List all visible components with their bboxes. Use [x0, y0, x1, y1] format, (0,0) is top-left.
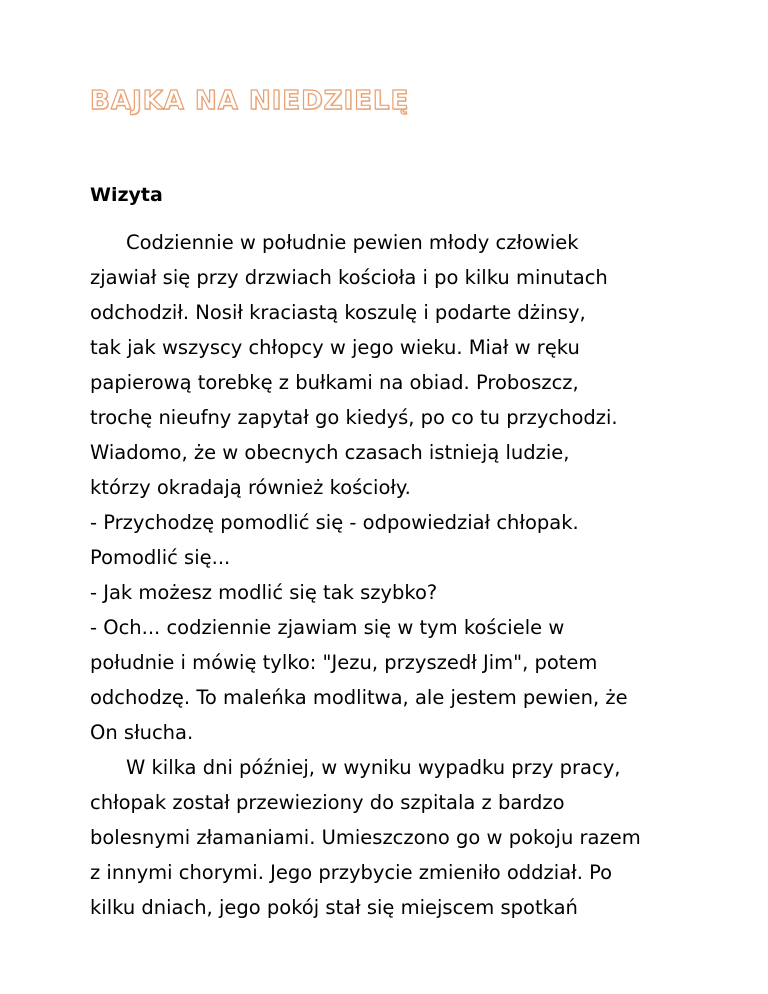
text-line: - Och... codziennie zjawiam się w tym kościele w — [90, 616, 565, 639]
text-line: bolesnymi złamaniami. Umieszczono go w pokoju razem — [90, 826, 641, 849]
text-line: Codziennie w południe pewien młody człowiek — [126, 231, 579, 254]
text-line: Wiadomo, że w obecnych czasach istnieją ludzie, — [90, 441, 570, 464]
text-line: On słucha. — [90, 721, 194, 744]
text-line: - Jak możesz modlić się tak szybko? — [90, 581, 438, 604]
text-line: południe i mówię tylko: "Jezu, przyszedł Jim", potem — [90, 651, 598, 674]
text-line: którzy okradają również kościoły. — [90, 476, 411, 499]
text-line: z innymi chorymi. Jego przybycie zmieniło oddział. Po — [90, 861, 613, 884]
text-line: odchodził. Nosił kraciastą koszulę i podarte dżinsy, — [90, 301, 586, 324]
story-title: Wizyta — [90, 184, 163, 206]
text-line: odchodzę. To maleńka modlitwa, ale jestem pewien, że — [90, 686, 628, 709]
text-line: zjawiał się przy drzwiach kościoła i po kilku minutach — [90, 266, 608, 289]
text-line: papierową torebkę z bułkami na obiad. Proboszcz, — [90, 371, 579, 394]
text-line: kilku dniach, jego pokój stał się miejscem spotkań — [90, 896, 578, 919]
text-line: chłopak został przewieziony do szpitala z bardzo — [90, 791, 565, 814]
text-line: tak jak wszyscy chłopcy w jego wieku. Miał w ręku — [90, 336, 580, 359]
story-body — [90, 225, 690, 925]
text-line: W kilka dni później, w wyniku wypadku przy pracy, — [126, 756, 621, 779]
page-heading: BAJKA NA NIEDZIELĘ — [90, 86, 410, 116]
text-line: Pomodlić się... — [90, 546, 231, 569]
text-line: - Przychodzę pomodlić się - odpowiedział chłopak. — [90, 511, 579, 534]
text-line: trochę nieufny zapytał go kiedyś, po co tu przychodzi. — [90, 406, 618, 429]
